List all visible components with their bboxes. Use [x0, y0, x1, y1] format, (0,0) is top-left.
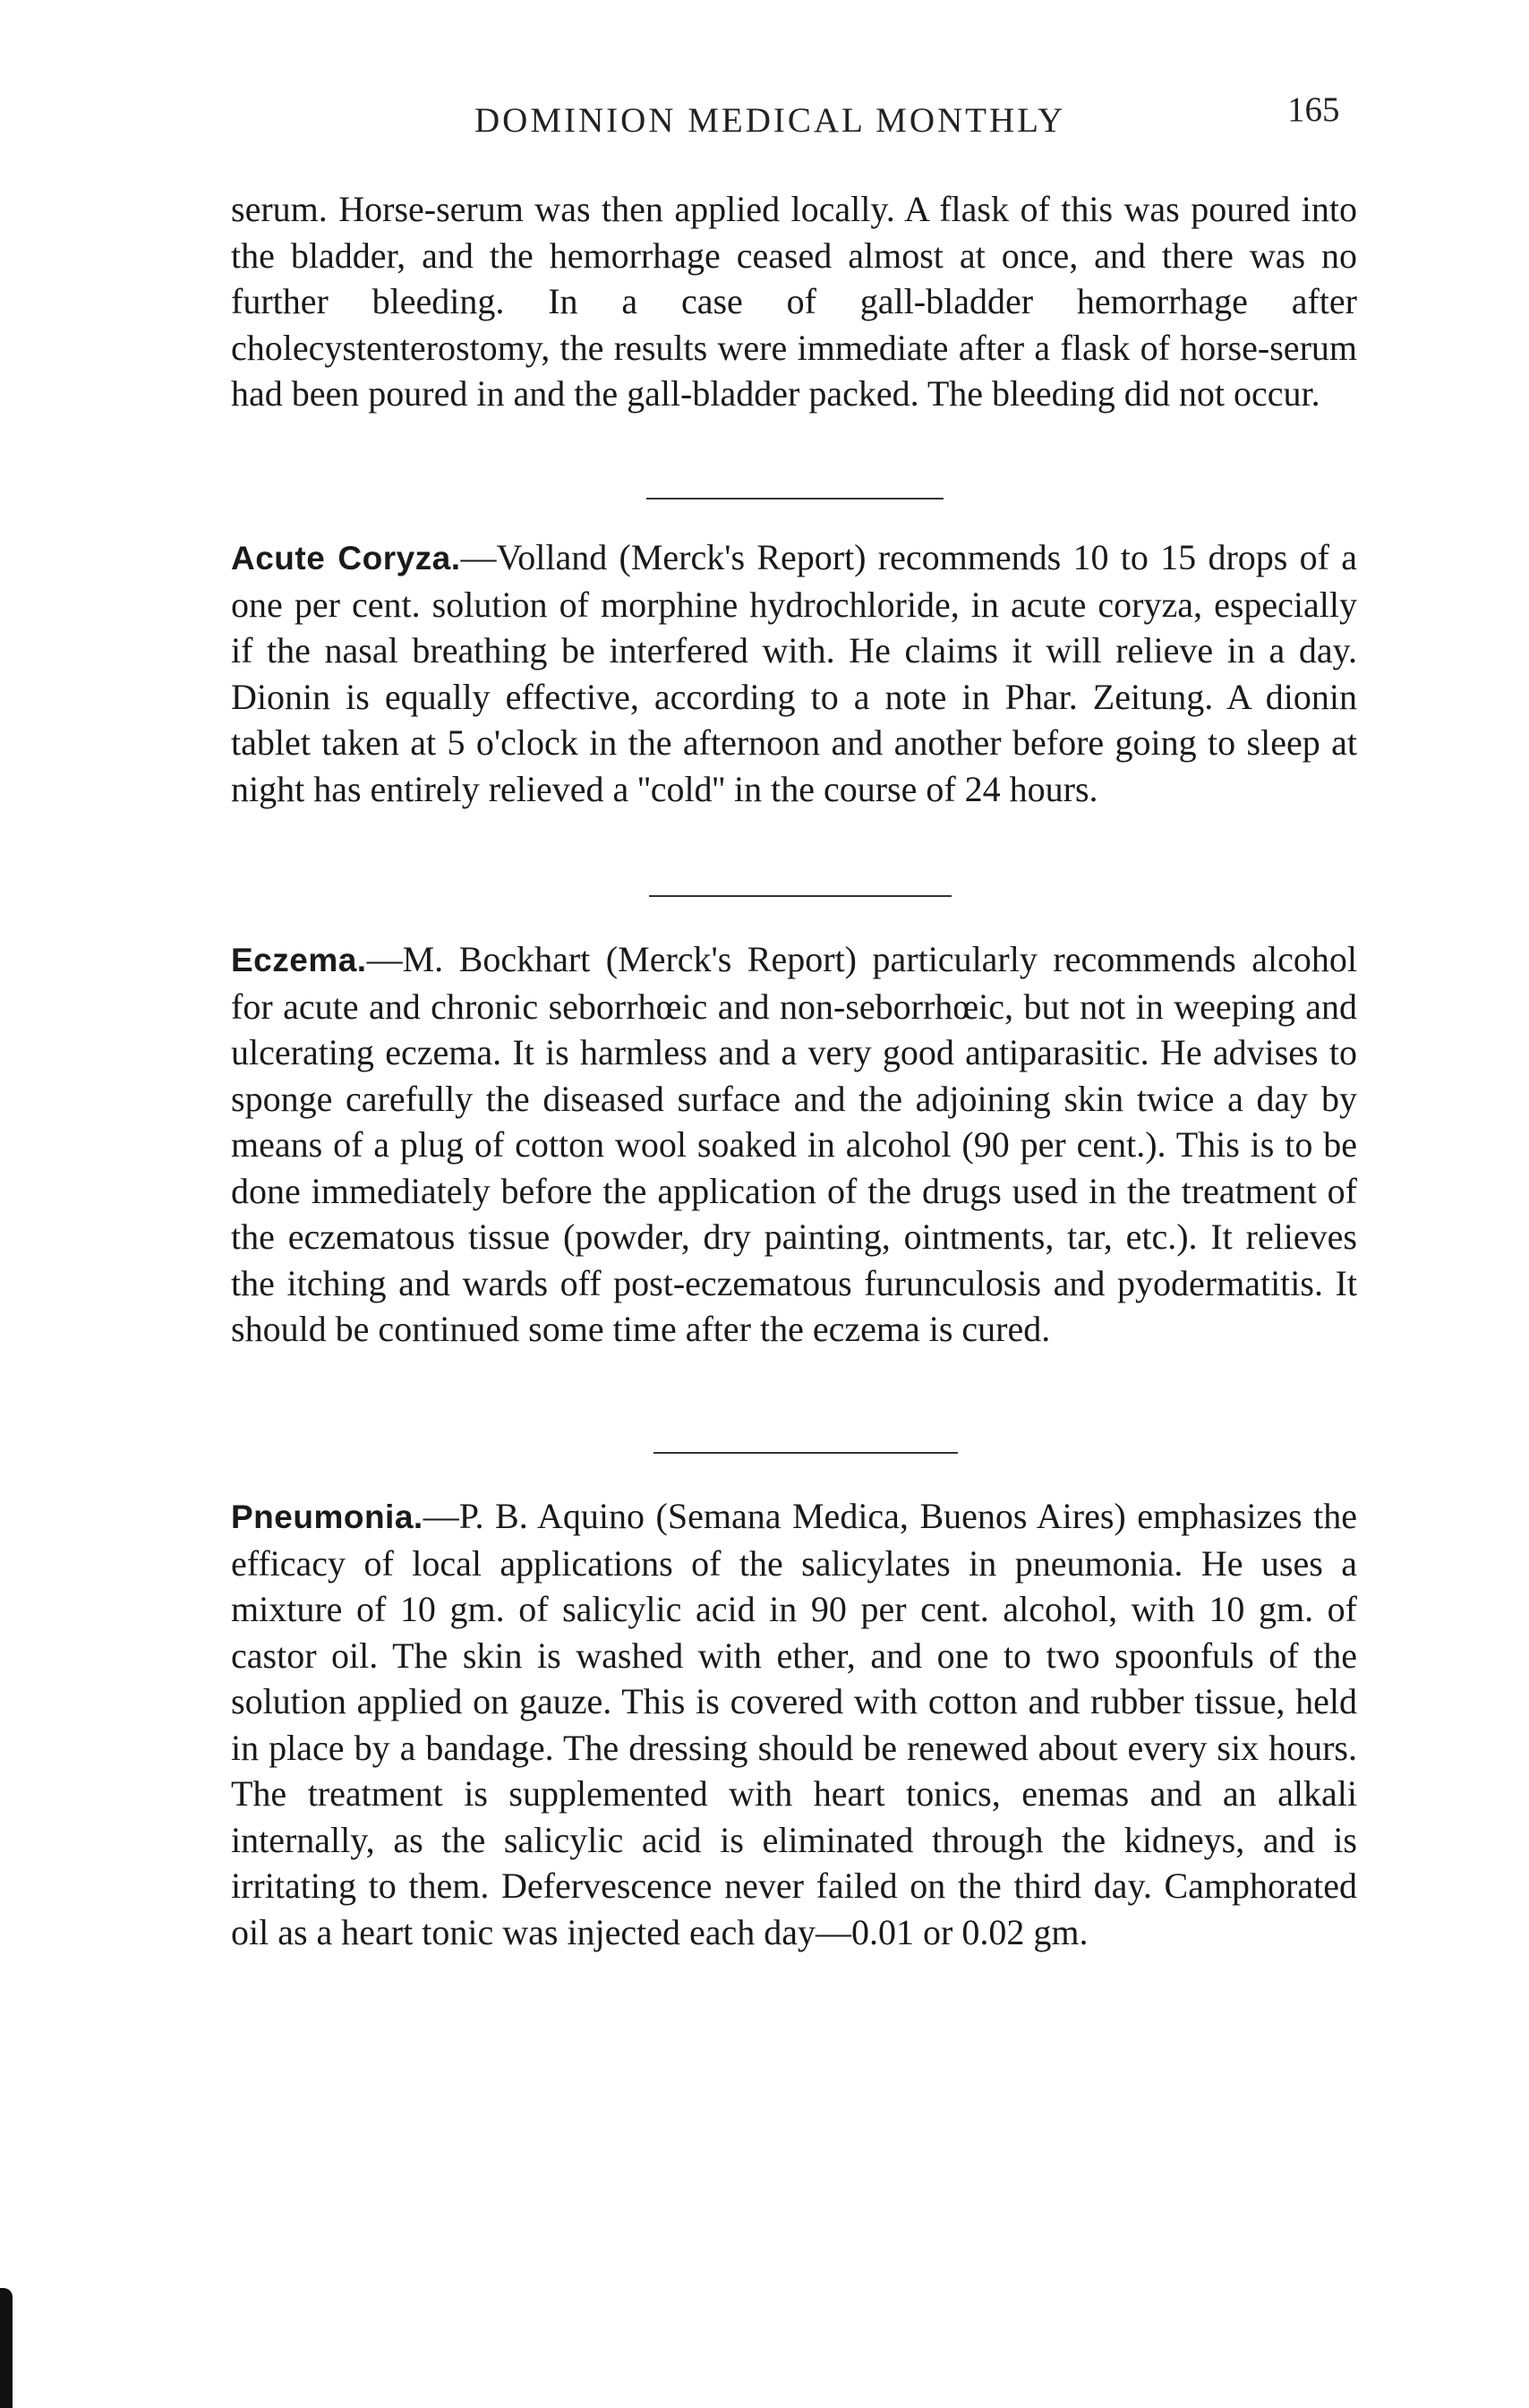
paragraph-body: serum. Horse-serum was then applied locally. A flask of this was poured into the bladder, and the hemorrhage ceased almost at once, and there was no further bleeding. In a case of gall-bladder hemorrhage after cholecystenterostomy, the results were immediate after a flask of horse-serum had been poured in and the gall-bladder packed. The bleeding did not occur. — [231, 189, 1357, 414]
section-divider — [646, 498, 944, 500]
paragraph-text — [231, 936, 1357, 1353]
section-acute-coryza — [231, 534, 1357, 812]
section-eczema — [231, 936, 1357, 1353]
paragraph-body: —P. B. Aquino (Semana Medica, Buenos Aires) emphasizes the efficacy of local applications of the salicylates in pneumonia. He uses a mixture of 10 gm. of salicylic acid in 90 per cent. alcohol, with 10 gm. of castor oil. The skin is washed with ether, and one to two spoonfuls of the solution applied on gauze. This is covered with cotton and rubber tissue, held in place by a bandage. The dressing should be renewed about every six hours. The treatment is supplemented with heart tonics, enemas and an alkali internally, as the salicylic acid is eliminated through the kidneys, and is irritating to them. Defervescence never failed on the third day. Camphorated oil as a heart tonic was injected each day—0.01 or 0.02 gm. — [231, 1496, 1357, 1952]
section-heading: Acute Coryza. — [231, 540, 461, 576]
paragraph-text — [231, 186, 1357, 417]
section-divider — [653, 1452, 958, 1454]
section-heading: Pneumonia. — [231, 1499, 423, 1535]
section-divider — [649, 895, 952, 897]
scan-edge-shadow — [0, 2288, 13, 2408]
page-number: 165 — [1287, 90, 1340, 129]
continued-paragraph — [231, 186, 1357, 417]
paragraph-body: —Volland (Merck's Report) recommends 10 to 15 drops of a one per cent. solution of morphine hydrochloride, in acute coryza, especially if the nasal breathing be interfered with. He claims it will relieve in a day. Dionin is equally effective, according to a note in Phar. Zeitung. A dionin tablet taken at 5 o'clock in the afternoon and another before going to sleep at night has entirely relieved a ''cold'' in the course of 24 hours. — [231, 537, 1357, 809]
section-heading: Eczema. — [231, 942, 367, 978]
paragraph-text — [231, 534, 1357, 812]
paragraph-body: —M. Bockhart (Merck's Report) particularly recommends alcohol for acute and chronic seborrhœic and non-seborrhœic, but not in weeping and ulcerating eczema. It is harmless and a very good antiparasitic. He advises to sponge carefully the diseased surface and the adjoining skin twice a day by means of a plug of cotton wool soaked in alcohol (90 per cent.). This is to be done immediately before the application of the drugs used in the treatment of the eczematous tissue (powder, dry painting, ointments, tar, etc.). It relieves the itching and wards off post-eczematous furunculosis and pyodermatitis. It should be continued some time after the eczema is cured. — [231, 939, 1357, 1349]
paragraph-text — [231, 1493, 1357, 1955]
section-pneumonia — [231, 1493, 1357, 1955]
running-head: DOMINION MEDICAL MONTHLY — [474, 101, 1066, 140]
